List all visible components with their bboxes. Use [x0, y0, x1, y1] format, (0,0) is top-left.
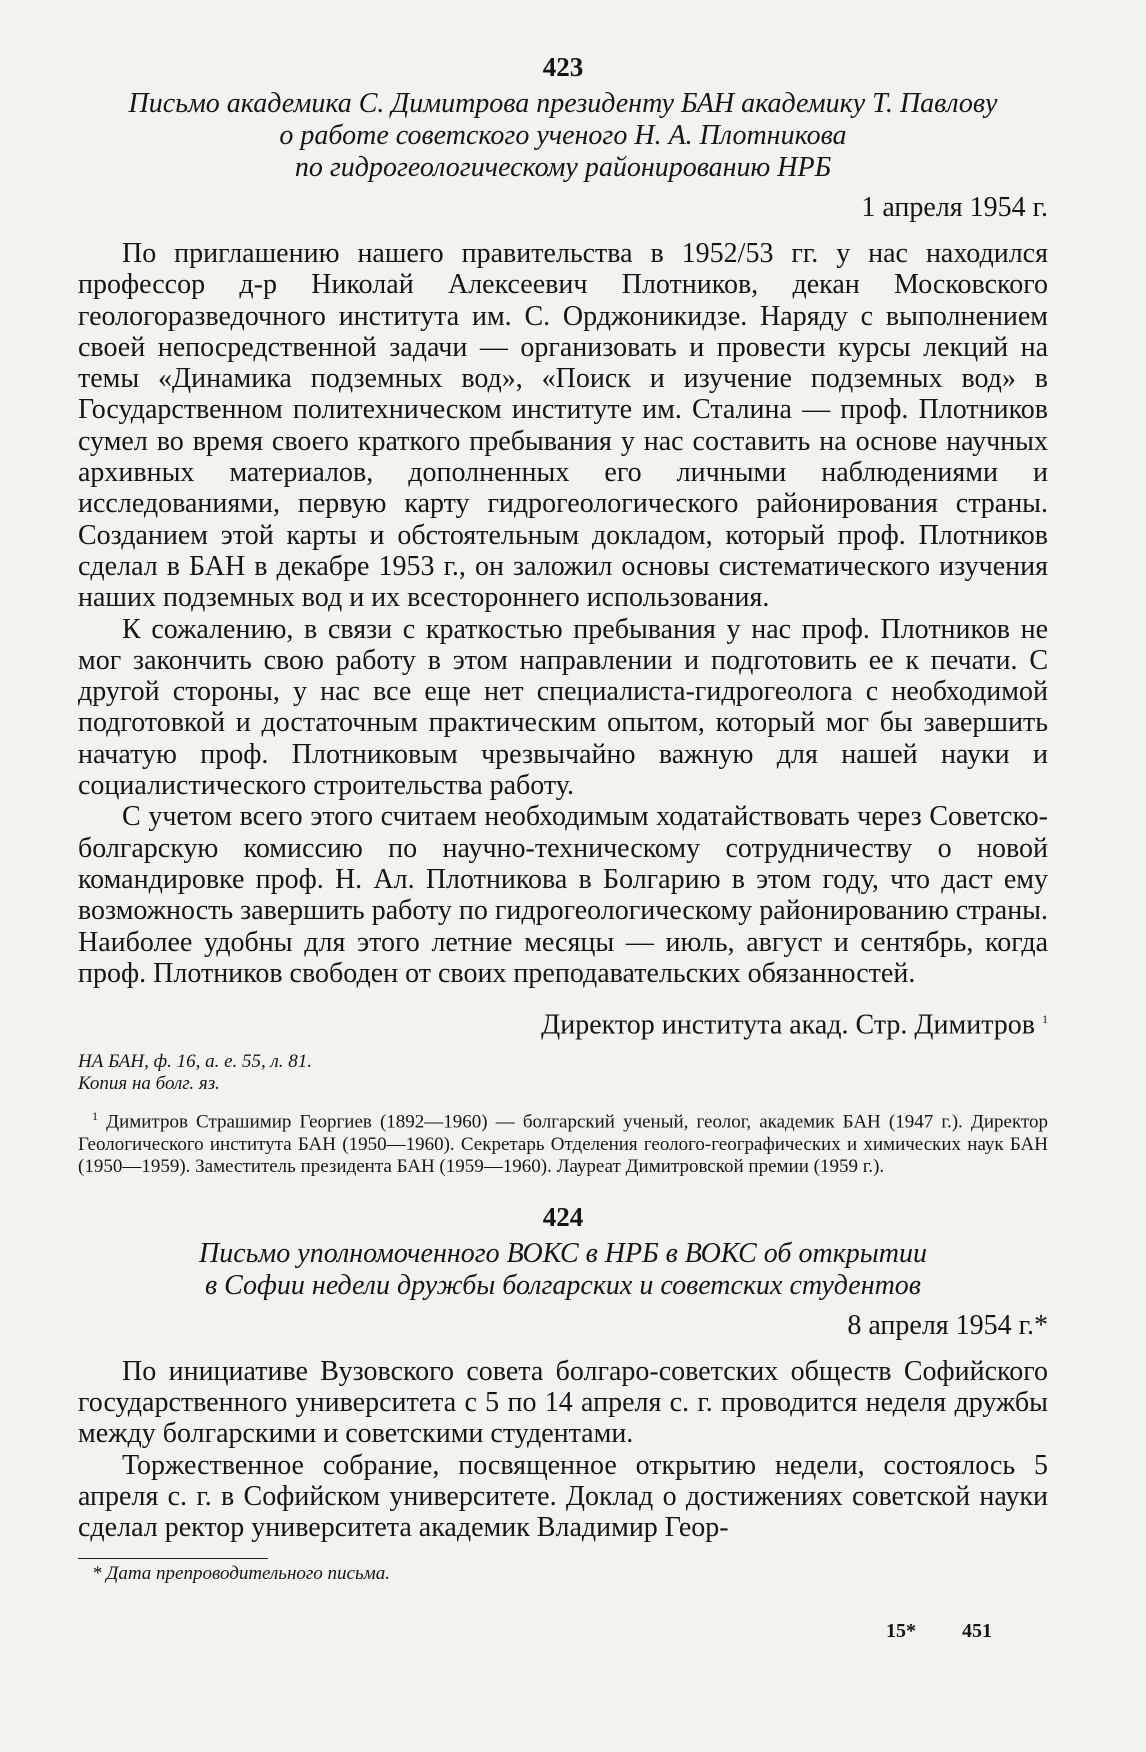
- archive-source: НА БАН, ф. 16, а. е. 55, л. 81.: [78, 1051, 313, 1073]
- title-line: в Софии недели дружбы болгарских и советских студентов: [205, 1269, 921, 1301]
- footnote-mark: 1: [92, 1109, 98, 1124]
- footnote-divider: [78, 1558, 268, 1559]
- archive-note: Копия на болг. яз.: [78, 1073, 220, 1095]
- paragraph: Торжественное собрание, посвященное открытию недели, состоялось 5 апреля с. г. в Софийском университете. Доклад о достижениях советской науки сделал ректор университета академик Владимир Геор-: [78, 1449, 1048, 1544]
- document-date: 8 апреля 1954 г.*: [847, 1309, 1048, 1341]
- document-title: [78, 1238, 1048, 1302]
- document-title: [78, 88, 1048, 184]
- footnote: * Дата препроводительного письма.: [92, 1562, 390, 1584]
- title-line: Письмо академика С. Димитрова президенту БАН академику Т. Павлову: [128, 88, 998, 119]
- document-number: 424: [542, 1201, 584, 1232]
- signature: Директор института акад. Стр. Димитров: [541, 1009, 1035, 1041]
- paragraph: По приглашению нашего правительства в 1952/53 гг. у нас находился профессор д-р Николай Алексеевич Плотников, декан Московского геологоразведочного института им. С. Орджоникидзе. Наряду с выполнением своей непосредственной задачи — организовать и провести курсы лекций на темы «Динамика подземных вод», «Поиск и изучение подземных вод» в Государственном политехническом институте им. Сталина — проф. Плотников сумел во время своего краткого пребывания у нас составить на основе научных архивных материалов, дополненных его личными наблюдениями и исследованиями, первую карту гидрогеологического районирования страны. Созданием этой карты и обстоятельным докладом, который проф. Плотников сделал в БАН в декабре 1953 г., он заложил основы систематического изучения наших подземных вод и их всестороннего использования.: [78, 238, 1048, 614]
- title-line: о работе советского ученого Н. А. Плотникова: [279, 120, 847, 151]
- footnote-reference: 1: [1042, 1012, 1048, 1027]
- page-number: 451: [962, 1620, 992, 1642]
- title-line: по гидрогеологическому районированию НРБ: [294, 152, 832, 183]
- signature-line: [78, 1003, 1048, 1041]
- paragraph: С учетом всего этого считаем необходимым ходатайствовать через Советско-болгарскую комиссию по научно-техническому сотрудничеству о новой командировке проф. Н. Ал. Плотникова в Болгарию в этом году, что даст ему возможность завершить работу по гидрогеологическому районированию страны. Наиболее удобны для этого летние месяцы — июль, август и сентябрь, когда проф. Плотников свободен от своих преподавательских обязанностей.: [78, 801, 1048, 989]
- signature-mark: 15*: [886, 1620, 916, 1642]
- paragraph: По инициативе Вузовского совета болгаро-советских обществ Софийского государственного университета с 5 по 14 апреля с. г. проводится неделя дружбы между болгарскими и советскими студентами.: [78, 1355, 1048, 1450]
- document-number: 423: [542, 52, 584, 82]
- document-date: 1 апреля 1954 г.: [861, 192, 1048, 223]
- page-footer: [886, 1620, 992, 1643]
- footnote-text: Димитров Страшимир Георгиев (1892—1960) — болгарский ученый, геолог, академик БАН (1947 г.). Директор Геологического института БАН (1950—1960). Секретарь Отделения геолого-географических и химических наук БАН (1950—1959). Заместитель президента БАН (1959—1960). Лауреат Димитровской премии (1959 г.).: [78, 1111, 1048, 1177]
- footnote: [78, 1105, 1048, 1177]
- title-line: Письмо уполномоченного ВОКС в НРБ в ВОКС об открытии: [199, 1237, 927, 1269]
- paragraph: К сожалению, в связи с краткостью пребывания у нас проф. Плотников не мог закончить свою работу в этом направлении и подготовить ее к печати. С другой стороны, у нас все еще нет специалиста-гидрогеолога с необходимой подготовкой и достаточным практическим опытом, который мог бы завершить начатую проф. Плотниковым чрезвычайно важную для нашей науки и социалистического строительства работу.: [78, 613, 1048, 802]
- page-content: [78, 52, 1048, 1585]
